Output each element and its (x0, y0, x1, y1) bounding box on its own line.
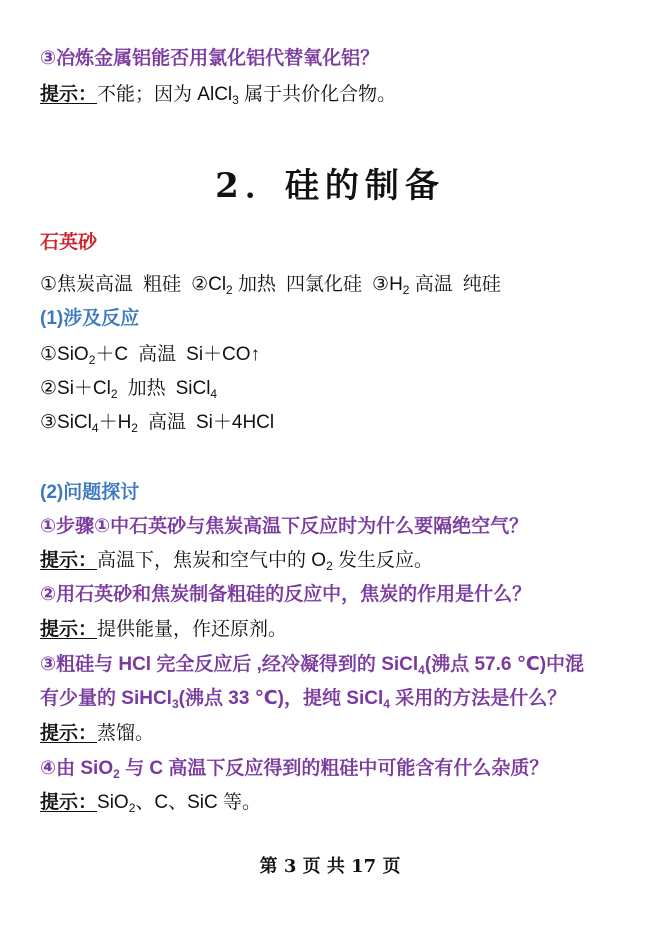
reaction-2: $②Si+Cl_2$ 加热 SiCl$_4$ (40, 378, 218, 401)
discussion-answer-4: 提示：SiO$_2$、C、SiC 等。 (40, 792, 262, 815)
discussion-answer-1: 提示：高温下，焦炭和空气中的 $O_2$ 发生反应。 (40, 550, 434, 573)
discussion-heading: (2)问题探讨 (40, 482, 140, 503)
discussion-answer-2: 提示：提供能量，作还原剂。 (40, 619, 288, 640)
hint-label: 提示： (40, 84, 98, 105)
hint-label: 提示： (40, 792, 98, 813)
discussion-question-3-line-1: ③粗硅与 HCl 完全反应后 ,经冷凝得到的 SiCl$_4$(沸点 57.6 ℃)中混 (40, 654, 585, 677)
process-flow: ①焦炭高温 粗硅 $②Cl_2$ 加热 四氯化硅 $③H_2$ 高温 纯硅 (40, 274, 501, 297)
question-3: ③冶炼金属铝能否用氯化铝代替氧化铝？ (40, 48, 380, 69)
discussion-question-3-line-2: 有少量的 SiHCl$_3$(沸点 33 ℃)，提纯 SiCl$_4$ 采用的方法是什么？ (40, 688, 567, 711)
discussion-question-2: ②用石英砂和焦炭制备粗硅的反应中，焦炭的作用是什么？ (40, 584, 532, 605)
discussion-question-1: ①步骤①中石英砂与焦炭高温下反应时为什么要隔绝空气？ (40, 516, 529, 537)
quartz-heading: 石英砂 (40, 232, 98, 253)
reaction-1: ①SiO$_2$＋C 高温 Si＋CO↑ (40, 344, 261, 367)
hint-label: 提示： (40, 550, 98, 571)
page-footer: 第 3 页 共 17 页 (259, 856, 401, 877)
answer-3: 提示：不能；因为 AlCl$_3$ 属于共价化合物。 (40, 84, 397, 107)
hint-label: 提示： (40, 619, 98, 640)
hint-label: 提示： (40, 723, 98, 744)
discussion-question-4: ④由 SiO$_2$ 与 C 高温下反应得到的粗硅中可能含有什么杂质？ (40, 758, 549, 781)
reactions-heading: (1)涉及反应 (40, 308, 140, 329)
section-title: 2．硅的制备 (215, 166, 445, 206)
discussion-answer-3: 提示：蒸馏。 (40, 723, 155, 744)
reaction-3: $③SiCl_4+H_2$ 高温 Si＋4HCl (40, 412, 275, 435)
